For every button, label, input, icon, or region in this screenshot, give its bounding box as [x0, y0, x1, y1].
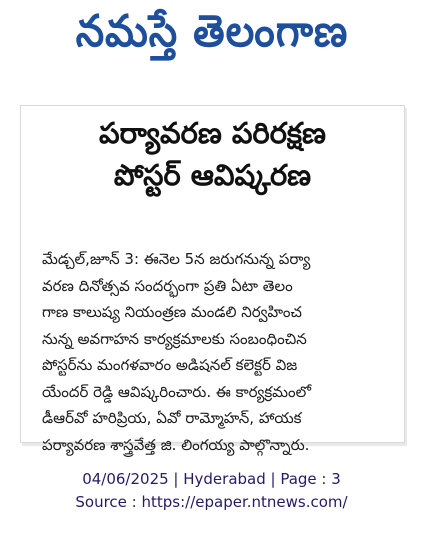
- body-line-6: యేందర్ రెడ్డి ఆవిష్కరించారు. ఈ కార్యక్రమంలో: [42, 382, 312, 401]
- headline-line-2: పోస్టర్ ఆవిష్కరణ: [113, 158, 312, 192]
- headline-line-1: పర్యావరణ పరిరక్షణ: [98, 116, 327, 150]
- source-url: Source : https://epaper.ntnews.com/: [75, 493, 348, 511]
- newspaper-logo: నమస్తే తెలంగాణ: [75, 6, 349, 57]
- article-body: [42, 246, 387, 458]
- article-headline: [30, 112, 395, 196]
- body-line-5: పోస్టర్‌ను మంగళవారం అడిషనల్ కలెక్టర్ విజ: [42, 356, 298, 374]
- page-footer: [0, 468, 423, 514]
- body-line-8: పర్యావరణ శాస్త్రవేత్త జి. లింగయ్య పాల్గొన్నారు.: [42, 435, 310, 454]
- masthead: [0, 0, 423, 80]
- body-line-7: డీఆర్‌వో హరిప్రియ, ఏవో రామ్మోహన్, హాయక: [42, 409, 302, 427]
- body-line-2: వరణ దినోత్సవ సందర్భంగా ప్రతి ఏటా తెలం: [42, 276, 293, 295]
- body-line-4: నున్న అవగాహన కార్యక్రమాలకు సంబంధించిన: [42, 329, 307, 348]
- body-line-3: గాణ కాలుష్య నియంత్రణ మండలి నిర్వహించ: [42, 303, 302, 321]
- body-line-1: మేడ్చల్,జూన్ 3: ఈనెల 5న జరుగనున్న పర్యా: [42, 250, 311, 268]
- date-location-page: 04/06/2025 | Hyderabad | Page : 3: [82, 470, 341, 488]
